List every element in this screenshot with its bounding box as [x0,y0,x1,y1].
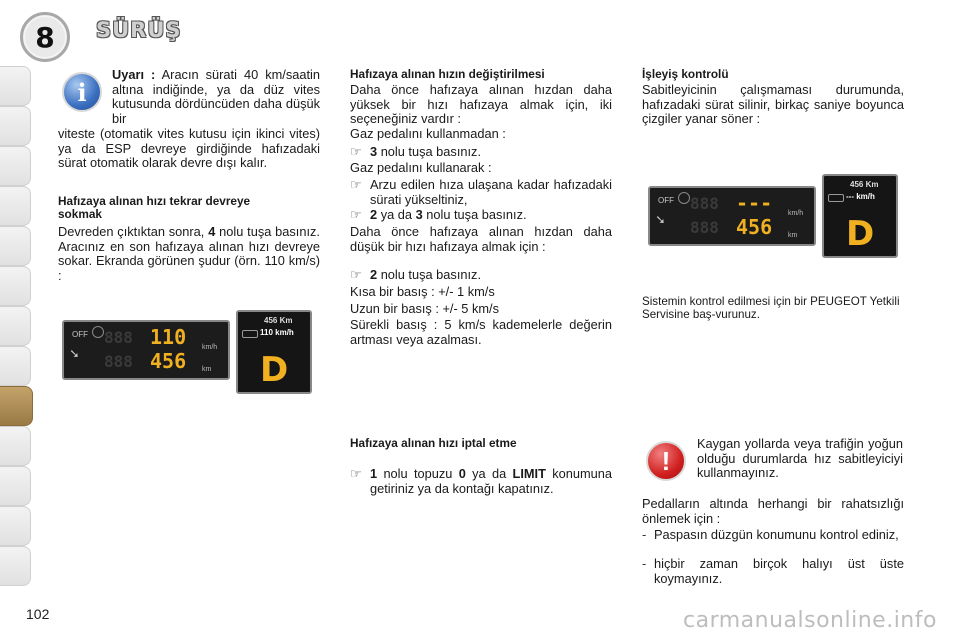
chapter-tab-6[interactable] [0,266,31,306]
hand-pointing-icon: ☞ [350,207,362,222]
chapter-tab-3[interactable] [0,146,31,186]
b3-mid: ya da [380,207,412,222]
short-press: Kısa bir basış : +/- 1 km/s [350,284,495,299]
unit-km: km [788,232,798,239]
dash-marker: - [642,556,647,571]
long-press: Uzun bir basış : +/- 5 km/s [350,301,499,316]
heading-restore-speed: Hafızaya alınan hızı tekrar devreye sokmak [58,194,251,222]
chapter-tab-2[interactable] [0,106,31,146]
hand-pointing-icon: ☞ [350,177,362,192]
b3-number-1: 2 [370,207,378,222]
bullet-press-2 [350,268,612,283]
cluster-km-digits: 456 [736,215,773,239]
pedal-intro: Pedalların altında herhangi bir rahatsızlığı önlemek için : [642,496,904,526]
chapter-tab-5[interactable] [0,226,31,266]
chapter-tab-4[interactable] [0,186,31,226]
restore-post: nolu tuşa basınız. Aracınız en son hafızaya alınan hızı devreye sokar. Ekranda görünen şudur (örn. 110 km/s) : [58,224,320,283]
cancel-limit: LIMIT [512,466,546,481]
display-screen-fault [822,174,898,258]
with-pedal-label: Gaz pedalını kullanarak : [350,160,492,175]
hand-pointing-icon: ☞ [350,267,362,282]
heading-change-speed: Hafızaya alınan hızın değiştirilmesi [350,67,545,81]
b2-text: Arzu edilen hıza ulaşana kadar hafızadaki sürati yükseltiniz, [370,177,612,207]
cluster-speed-digits: 110 [150,325,187,349]
chapter-tab-8[interactable] [0,346,31,386]
speedometer-icon [92,326,104,338]
cluster-dashes: --- [736,191,773,215]
bullet-cancel [350,467,612,496]
off-indicator: OFF [658,196,674,205]
list-item-text: hiçbir zaman birçok halıyı üst üste koymayınız. [654,556,904,586]
info-icon: i [62,72,102,112]
b4-number: 2 [370,267,378,282]
change-intro: Daha önce hafızaya alınan hızdan daha yüksek bir hızı hafızaya almak için, iki seçeneğiniz vardır : [350,82,612,127]
limit-arrow-icon: ➘ [70,346,79,362]
display-speed: 110 km/h [260,328,294,337]
left-placeholder-digits-2: 888 [690,218,719,237]
instrument-cluster-restore [62,320,230,380]
dash-marker: - [642,527,647,542]
chapter-tab-7[interactable] [0,306,31,346]
service-note: Sistemin kontrol edilmesi için bir PEUGEOT Yetkili Servisine baş-vurunuz. [642,295,900,322]
note-label: Uyarı : [112,67,156,82]
speedometer-icon [678,192,690,204]
chapter-number-badge [20,12,70,62]
bullet-raise-speed [350,178,612,207]
chapter-tab-11[interactable] [0,466,31,506]
left-placeholder-digits-2: 888 [104,352,133,371]
left-placeholder-digits: 888 [690,194,719,213]
left-placeholder-digits: 888 [104,328,133,347]
limit-arrow-icon: ➘ [656,212,665,228]
cancel-post: konumuna getiriniz ya da kontağı kapatınız. [370,466,612,496]
chapter-tab-1[interactable] [0,66,31,106]
cancel-number-2: 0 [458,466,466,481]
restore-button-number: 4 [208,224,216,239]
chapter-tab-13[interactable] [0,546,31,586]
hand-pointing-icon: ☞ [350,144,362,159]
page-title: SÜRÜŞ [96,18,182,42]
list-item [642,557,904,586]
hand-pointing-icon: ☞ [350,466,362,481]
check-text: Sabitleyicinin çalışmaması durumunda, hafızadaki sürat silinir, birkaç saniye boyunca çizgiler yanar söner : [642,82,904,127]
chapter-tab-10[interactable] [0,426,31,466]
bullet-press-3 [350,145,612,160]
display-km: 456 Km [850,180,879,189]
cancel-mid-2: ya da [472,466,507,481]
cancel-mid-1: nolu topuzu [383,466,453,481]
restore-pre: Devreden çıktıktan sonra, [58,224,205,239]
off-indicator: OFF [72,330,88,339]
list-item [642,528,904,543]
page-number: 102 [26,606,50,622]
bullet-press-2-or-3 [350,208,612,223]
cancel-number-1: 1 [370,466,378,481]
b1-text: nolu tuşa basınız. [380,144,481,159]
note-text-2: viteste (otomatik vites kutusu için ikinci vites) ya da ESP devreye girdiğinde hafızadaki sürat otomatik olarak devre dışı kalır. [58,126,320,171]
b3-text: nolu tuşa basınız. [426,207,527,222]
note-text-top [112,68,320,126]
no-pedal-label: Gaz pedalını kullanmadan : [350,126,506,141]
instrument-cluster-fault [648,186,816,246]
chapter-tab-12[interactable] [0,506,31,546]
gauge-icon [242,330,258,338]
cluster-km-digits: 456 [150,349,187,373]
display-km: 456 Km [264,316,293,325]
unit-kmh: km/h [202,344,218,351]
watermark: carmanualsonline.info [683,608,937,633]
list-item-text: Paspasın düzgün konumunu kontrol ediniz, [654,527,899,542]
heading-function-check: İşleyiş kontrolü [642,67,729,81]
exclamation-icon: ! [646,441,686,481]
b1-number: 3 [370,144,378,159]
note-text-1: Aracın sürati 40 km/saatin altına indiğinde, ya da düz vites kutusunda dördüncüden daha düşük bir [112,67,320,126]
chapter-tab-current[interactable] [0,386,33,426]
restore-text [58,225,320,283]
heading-cancel-speed: Hafızaya alınan hızı iptal etme [350,436,517,450]
unit-kmh: km/h [788,210,804,217]
gear-letter: D [260,350,289,390]
chapter-number: 8 [35,20,55,54]
gear-letter: D [846,214,875,254]
unit-km: km [202,366,212,373]
lower-intro: Daha önce hafızaya alınan hızdan daha düşük bir hızı hafızaya almak için : [350,224,612,254]
gauge-icon [828,194,844,202]
warning-text: Kaygan yollarda veya trafiğin yoğun olduğu durumlarda hız sabitleyiciyi kullanmayınız. [697,436,903,481]
display-speed: --- km/h [846,192,875,201]
display-screen-restore [236,310,312,394]
continuous-press: Sürekli basış : 5 km/s kademelerle değerin artması veya azalması. [350,317,612,347]
b3-number-2: 3 [415,207,423,222]
b4-text: nolu tuşa basınız. [380,267,481,282]
